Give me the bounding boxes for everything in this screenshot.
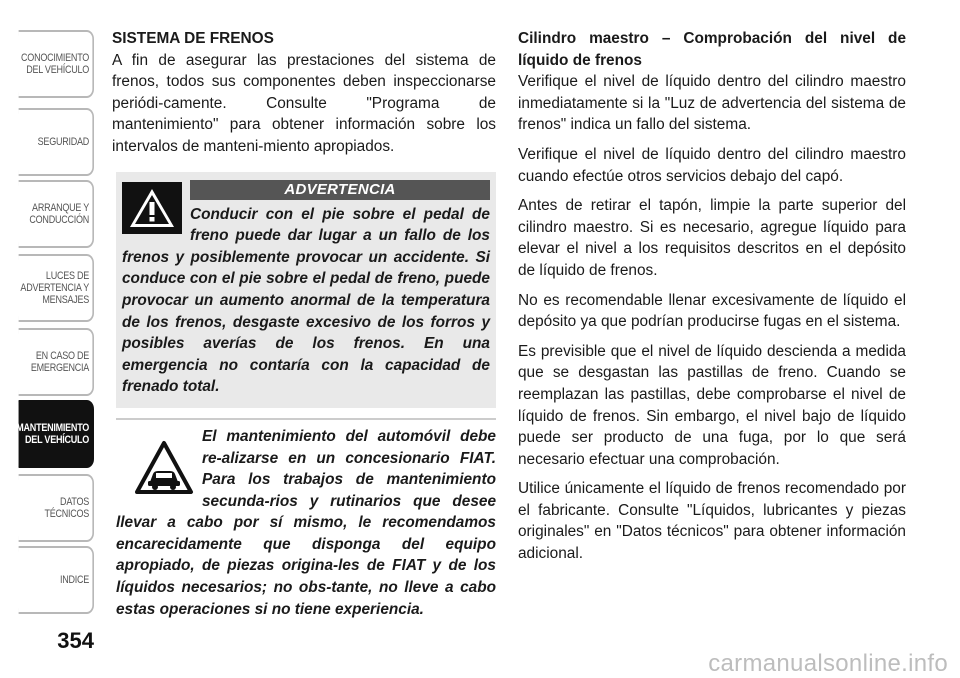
paragraph: Verifique el nivel de líquido dentro del cilindro maestro cuando efectúe otros servicios debajo del capó. [518,145,906,185]
tab-en-caso-de-emergencia[interactable]: EN CASO DE EMERGENCIA [19,328,94,396]
tab-mantenimiento-del-vehiculo[interactable]: MANTENIMIENTO DEL VEHÍCULO [19,400,94,468]
left-column [112,28,496,620]
subsection-heading: Cilindro maestro – Comprobación del nivel de líquido de frenos [518,30,906,69]
section-heading: SISTEMA DE FRENOS [112,30,274,47]
page-number: 354 [57,628,94,653]
right-column [518,28,906,573]
warning-text: Conducir con el pie sobre el pedal de freno puede dar lugar a un fallo de los frenos y posiblemente provocar un accidente. Si conduce con el pie sobre el pedal de freno, puede provocar un aumento anormal de la temperatura de los frenos, desgaste excesivo de los forros y posibles averías de los frenos. En una emergencia no contaría con la capacidad de frenado total. [122,205,490,396]
watermark: carmanualsonline.info [708,650,948,677]
tab-seguridad[interactable]: SEGURIDAD [19,108,94,176]
warning-box [116,172,496,408]
paragraph: Verifique el nivel de líquido dentro del cilindro maestro inmediatamente si la "Luz de advertencia del sistema de frenos" indica un fallo del sistema. [518,73,906,134]
paragraph: Utilice únicamente el líquido de frenos recomendado por el fabricante. Consulte "Líquidos, lubricantes y piezas originales" en "Datos técnicos" para obtener información adicional. [518,480,906,563]
tab-indice[interactable]: INDICE [19,546,94,614]
tab-conocimiento-del-vehiculo[interactable]: CONOCIMIENTO DEL VEHÍCULO [19,30,94,98]
warning-triangle-icon [122,182,182,234]
paragraph: Antes de retirar el tapón, limpie la parte superior del cilindro maestro. Si es necesario, agregue líquido para elevar el nivel a los requisitos descritos en el depósito de líquido de frenos. [518,197,906,279]
car-warning-icon [134,440,194,496]
note-box [116,418,496,620]
warning-title: ADVERTENCIA [190,180,490,200]
note-text: El mantenimiento del automóvil debe re-alizarse en un concesionario FIAT. Para los trabajos de mantenimiento secunda-rios y rutinarios que desee llevar a cabo por sí mismo, le recomendamos encarecidamente que disponga del equipo apropiado, de piezas origina-les de FIAT y de los líquidos necesarios; no obs-tante, no lleve a cabo estas operaciones si no tiene experiencia. [116,427,496,618]
tab-datos-tecnicos[interactable]: DATOS TÉCNICOS [19,474,94,542]
intro-paragraph: A fin de asegurar las prestaciones del sistema de frenos, todos sus componentes deben inspeccionarse periódi-camente. Consulte "Programa de mantenimiento" para obtener información sobre los intervalos de manteni-miento apropiados. [112,51,496,155]
chapter-sidebar [0,0,97,678]
tab-arranque-y-conduccion[interactable]: ARRANQUE Y CONDUCCIÓN [19,180,94,248]
paragraph: Es previsible que el nivel de líquido descienda a medida que se desgastan las pastillas de freno. Cuando se reemplazan las pastillas, debe comprobarse el nivel de líquido de frenos. Sin embargo, el nivel bajo de líquido puede ser producto de una fuga, por lo que será necesario efectuar una comprobación. [518,342,906,468]
paragraph: No es recomendable llenar excesivamente de líquido el depósito ya que podrían producirse fugas en el sistema. [518,291,906,331]
tab-luces-de-advertencia[interactable]: LUCES DE ADVERTENCIA Y MENSAJES [19,254,94,322]
